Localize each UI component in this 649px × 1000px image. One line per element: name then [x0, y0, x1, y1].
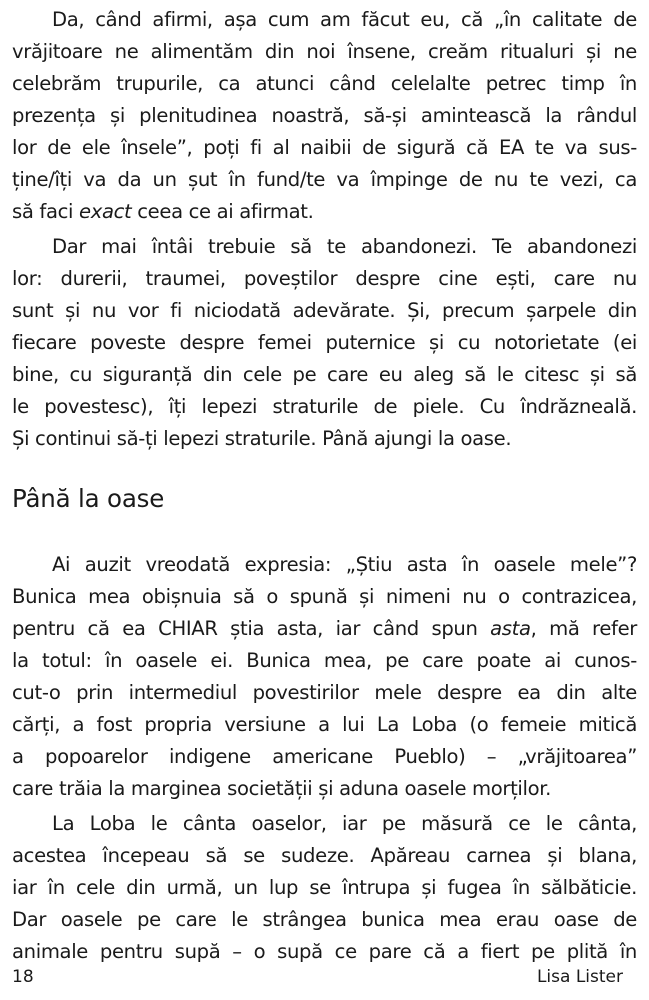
- text-span: pentru că ea CHIAR știa asta, iar când spun: [12, 617, 491, 640]
- text-line: Da, când afirmi, așa cum am făcut eu, că „în calitate de: [52, 8, 637, 31]
- text-line: Bunica mea obișnuia să o spună și nimeni nu o contrazicea,: [12, 585, 637, 608]
- text-line: Dar mai întâi trebuie să te abandonezi. Te abandonezi: [52, 235, 637, 258]
- text-line: care trăia la marginea societății și aduna oasele morților.: [12, 777, 552, 800]
- text-line: lor de ele însele”, poți fi al naibii de sigură că EA te va sus-: [12, 136, 637, 159]
- text-line: ține/îți va da un șut în fund/te va împinge de nu te vezi, ca: [12, 168, 637, 191]
- text-line: acestea începeau să se sudeze. Apăreau carnea și blana,: [12, 844, 637, 867]
- text-line: cărți, a fost propria versiune a lui La Loba (o femeie mitică: [12, 713, 637, 736]
- text-line: Și continui să-ți lepezi straturile. Până ajungi la oase.: [12, 427, 512, 450]
- text-line: fiecare poveste despre femei puternice și cu notorietate (ei: [12, 331, 637, 354]
- emphasis-text: exact: [79, 200, 132, 223]
- text-span: , mă refer: [530, 617, 637, 640]
- text-line: Ai auzit vreodată expresia: „Știu asta în oasele mele”?: [52, 553, 637, 576]
- author-name: Lisa Lister: [536, 967, 623, 987]
- text-line: lor: durerii, traumei, poveștilor despre cine ești, care nu: [12, 267, 637, 290]
- text-line: cut-o prin intermediul povestirilor mele despre ea din alte: [12, 681, 637, 704]
- text-line: prezența și plenitudinea noastră, să-și amintească la rândul: [12, 104, 637, 127]
- text-line: bine, cu siguranță din cele pe care eu aleg să le citesc și să: [12, 363, 637, 386]
- text-line: [12, 196, 637, 228]
- section-heading: Până la oase: [12, 484, 165, 513]
- text-line: Dar oasele pe care le strângea bunica mea erau oase de: [12, 908, 637, 931]
- text-line: le povestesc), îți lepezi straturile de piele. Cu îndrăzneală.: [12, 395, 637, 418]
- page-number: 18: [12, 967, 34, 987]
- text-line: sunt și nu vor fi niciodată adevărate. Și, precum șarpele din: [12, 299, 637, 322]
- text-line: [12, 613, 637, 645]
- text-line: la totul: în oasele ei. Bunica mea, pe care poate ai cunos-: [12, 649, 637, 672]
- text-span: să faci: [12, 200, 79, 223]
- text-line: a popoarelor indigene americane Pueblo) – „vrăjitoarea”: [12, 745, 637, 768]
- text-line: iar în cele din urmă, un lup se întrupa și fugea în sălbăticie.: [12, 876, 637, 899]
- page-footer: [12, 965, 623, 989]
- emphasis-text: asta: [490, 617, 531, 640]
- text-line: La Loba le cânta oaselor, iar pe măsură ce le cânta,: [52, 812, 637, 835]
- text-line: animale pentru supă – o supă ce pare că a fiert pe plită în: [12, 940, 637, 963]
- text-line: vrăjitoare ne alimentăm din noi însene, creăm ritualuri și ne: [12, 40, 637, 63]
- text-span: ceea ce ai afirmat.: [131, 200, 314, 223]
- text-line: celebrăm trupurile, ca atunci când celelalte petrec timp în: [12, 72, 637, 95]
